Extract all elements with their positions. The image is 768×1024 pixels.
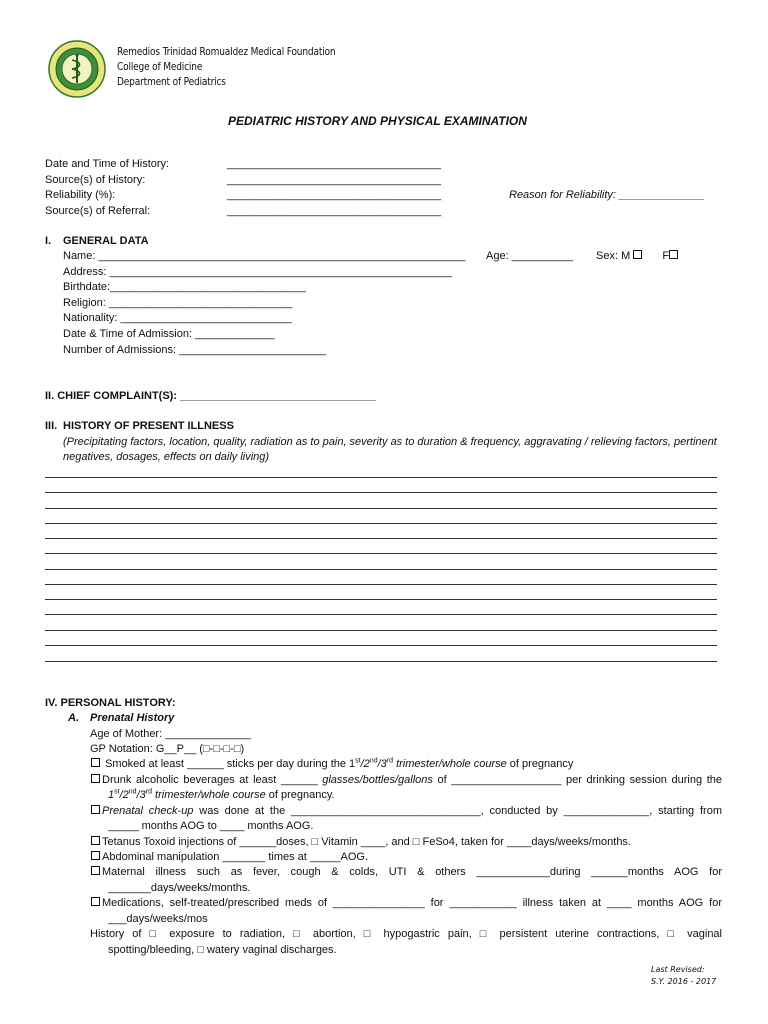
sources-field[interactable]: ___________________________________ — [227, 174, 442, 186]
ordinal-suffix: nd — [369, 757, 378, 765]
hpi-writing-line[interactable] — [45, 477, 717, 478]
hpi-heading: HISTORY OF PRESENT ILLNESS — [63, 420, 234, 432]
ordinal-suffix: st — [114, 788, 120, 796]
checkup-item-cont: _____ months AOG to ____ months AOG. — [108, 820, 314, 832]
smoked-item — [90, 758, 573, 770]
medications-item — [90, 897, 722, 909]
section-number-i: I. — [45, 235, 52, 247]
hpi-writing-line[interactable] — [45, 553, 717, 554]
drunk-text: /2 — [119, 789, 129, 801]
medications-cont: ___days/weeks/mos — [108, 913, 208, 925]
hpi-writing-line[interactable] — [45, 584, 717, 585]
drunk-text: Drunk alcoholic beverages at least ______ — [102, 774, 323, 786]
reliability-label: Reliability (%): — [45, 189, 116, 201]
medications-checkbox[interactable] — [91, 897, 100, 906]
history-of-item: History of □ exposure to radiation, □ abortion, □ hypogastric pain, □ persistent uterine contractions, □ vaginal — [90, 928, 722, 940]
sex-f-checkbox[interactable] — [669, 250, 678, 259]
referral-label: Source(s) of Referral: — [45, 205, 151, 217]
tetanus-item — [90, 836, 631, 848]
prenatal-history-heading: Prenatal History — [90, 712, 175, 724]
smoked-text: /3 — [377, 758, 387, 770]
hpi-writing-line[interactable] — [45, 492, 717, 493]
hpi-instructions-line2: negatives, dosages, effects on daily living) — [63, 451, 270, 463]
referral-field[interactable]: ___________________________________ — [227, 205, 442, 217]
drunk-item-cont — [108, 789, 335, 801]
ordinal-suffix: rd — [145, 788, 152, 796]
ordinal-suffix: rd — [386, 757, 394, 765]
age-field[interactable]: Age: __________ — [486, 250, 573, 262]
smoked-text: of pregnancy — [506, 758, 574, 770]
age-of-mother-field[interactable]: Age of Mother: ______________ — [90, 728, 251, 740]
religion-field[interactable]: Religion: ______________________________ — [63, 297, 293, 309]
ordinal-suffix: st — [355, 757, 361, 765]
sex-m-label: Sex: M — [596, 250, 631, 262]
maternal-illness-item — [90, 866, 722, 878]
maternal-illness-cont: _______days/weeks/months. — [108, 882, 251, 894]
drunk-text: of pregnancy. — [265, 789, 335, 801]
reason-reliability-field[interactable]: Reason for Reliability: ______________ — [509, 189, 705, 201]
abdominal-text: Abdominal manipulation _______ times at _____AOG. — [102, 851, 369, 863]
checkup-text: Prenatal check-up — [102, 805, 194, 817]
college-name: College of Medicine — [117, 61, 203, 73]
smoked-text: /2 — [360, 758, 370, 770]
maternal-illness-checkbox[interactable] — [91, 866, 100, 875]
section-number-iii: III. — [45, 420, 58, 432]
sex-f-label: F — [662, 250, 670, 262]
admission-date-field[interactable]: Date & Time of Admission: _____________ — [63, 328, 275, 340]
sex-m-checkbox[interactable] — [633, 250, 642, 259]
address-field[interactable]: Address: ________________________________________________________ — [63, 266, 453, 278]
checkup-checkbox[interactable] — [91, 805, 100, 814]
smoked-checkbox[interactable] — [91, 758, 100, 767]
foundation-seal-logo — [48, 40, 106, 98]
department-name: Department of Pediatrics — [117, 76, 226, 88]
hpi-writing-line[interactable] — [45, 523, 717, 524]
ordinal-suffix: nd — [128, 788, 137, 796]
foundation-name: Remedios Trinidad Romualdez Medical Foundation — [117, 46, 336, 58]
tetanus-text: Tetanus Toxoid injections of ______doses, □ Vitamin ____, and □ FeSo4, taken for ____days/weeks/months. — [102, 836, 631, 848]
hpi-writing-line[interactable] — [45, 614, 717, 615]
sex-field — [596, 250, 678, 262]
birthdate-field[interactable]: Birthdate:________________________________ — [63, 281, 306, 293]
hpi-writing-line[interactable] — [45, 538, 717, 539]
subsection-letter-a: A. — [68, 712, 79, 724]
checkup-item — [90, 805, 722, 817]
school-year-label: S.Y. 2016 - 2017 — [651, 977, 717, 986]
reliability-field[interactable]: ___________________________________ — [227, 189, 442, 201]
drunk-text: trimester/whole course — [151, 789, 266, 801]
date-time-label: Date and Time of History: — [45, 158, 170, 170]
drunk-text: of __________________ per drinking session during the — [432, 774, 722, 786]
hpi-writing-line[interactable] — [45, 630, 717, 631]
hpi-writing-line[interactable] — [45, 569, 717, 570]
name-field[interactable]: Name: ____________________________________________________________ — [63, 250, 466, 262]
hpi-writing-line[interactable] — [45, 645, 717, 646]
last-revised-label: Last Revised: — [651, 965, 705, 974]
drunk-text: 1 — [108, 789, 115, 801]
smoked-text: trimester/whole course — [393, 758, 507, 770]
drunk-checkbox[interactable] — [91, 774, 100, 783]
drunk-item — [90, 774, 722, 786]
medications-text: Medications, self-treated/prescribed meds of _______________ for ___________ illness taken at ____ months AOG for — [102, 897, 722, 909]
checkup-text: was done at the _______________________________, conducted by ______________, starting from — [193, 805, 722, 817]
drunk-text: glasses/bottles/gallons — [322, 774, 433, 786]
smoked-text: Smoked at least ______ sticks per day during the 1 — [105, 758, 356, 770]
nationality-field[interactable]: Nationality: ____________________________ — [63, 312, 292, 324]
abdominal-checkbox[interactable] — [91, 851, 100, 860]
drunk-text: /3 — [136, 789, 146, 801]
maternal-illness-text: Maternal illness such as fever, cough & colds, UTI & others ____________during ______months AOG for — [102, 866, 722, 878]
hpi-writing-line[interactable] — [45, 508, 717, 509]
history-of-cont: spotting/bleeding, □ watery vaginal discharges. — [108, 944, 337, 956]
personal-history-heading: IV. PERSONAL HISTORY: — [45, 697, 176, 709]
tetanus-checkbox[interactable] — [91, 836, 100, 845]
page-title: PEDIATRIC HISTORY AND PHYSICAL EXAMINATION — [228, 114, 527, 128]
hpi-writing-line[interactable] — [45, 599, 717, 600]
chief-complaint-field[interactable]: II. CHIEF COMPLAINT(S): ________________________________ — [45, 390, 376, 402]
abdominal-item — [90, 851, 368, 863]
date-time-field[interactable]: ___________________________________ — [227, 158, 442, 170]
gp-notation-field[interactable]: GP Notation: G__P__ (□-□-□-□) — [90, 743, 245, 755]
hpi-instructions-line1: (Precipitating factors, location, quality, radiation as to pain, severity as to duration & frequency, aggravating / relieving factors, pertinent — [63, 436, 717, 448]
general-data-heading: GENERAL DATA — [63, 235, 149, 247]
sources-label: Source(s) of History: — [45, 174, 146, 186]
hpi-writing-line[interactable] — [45, 661, 717, 662]
admissions-count-field[interactable]: Number of Admissions: ________________________ — [63, 344, 326, 356]
